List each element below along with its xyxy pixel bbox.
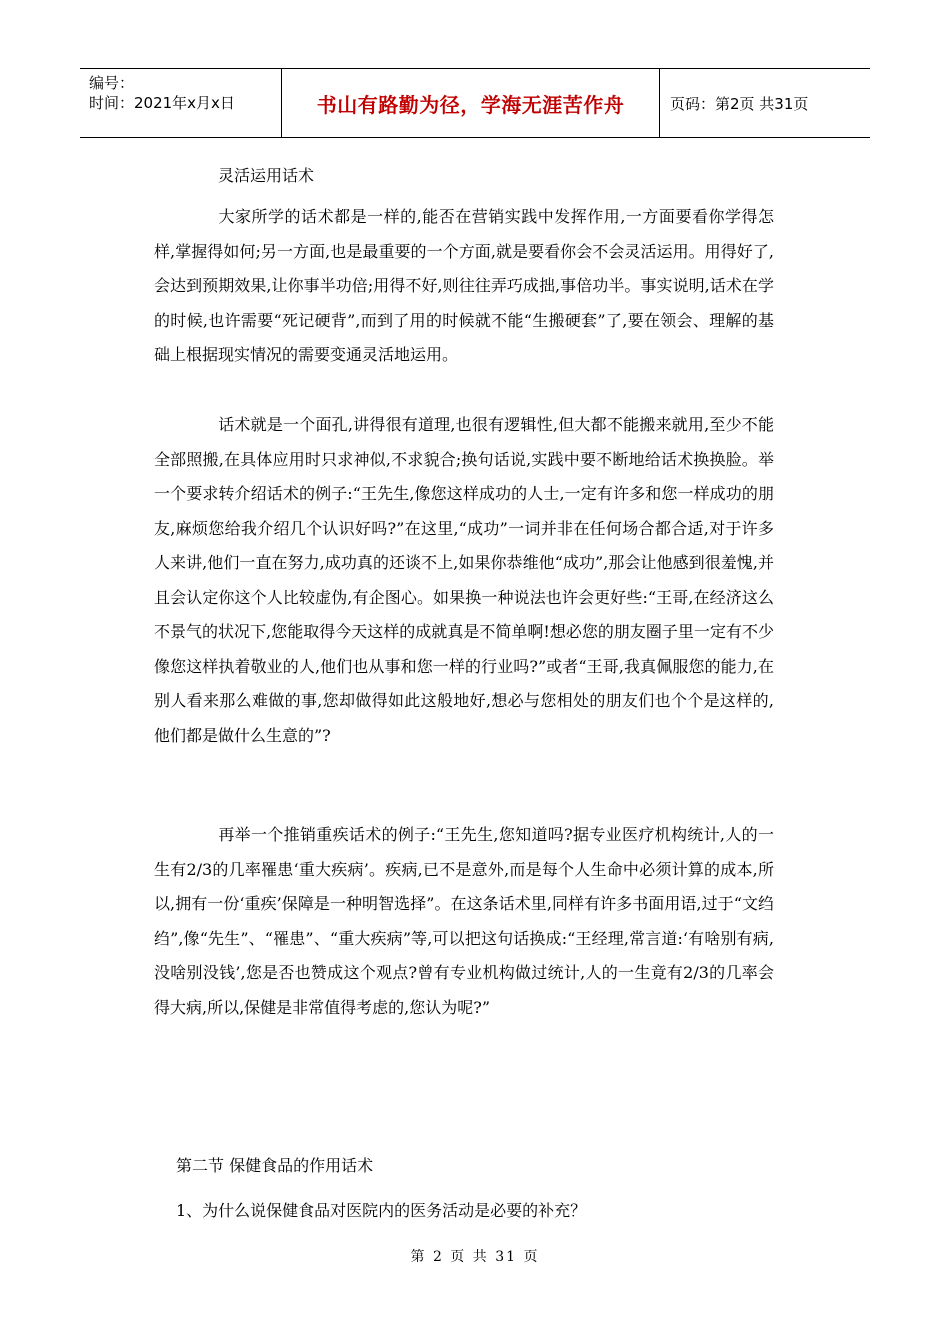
paragraph-3-text: 再举一个推销重疾话术的例子:“王先生,您知道吗?据专业医疗机构统计,人的一生有2/3的几率罹患‘重大疾病’。疾病,已不是意外,而是每个人生命中必须计算的成本,所以,拥有一份‘重疾’保障是一种明智选择”。在这条话术里,同样有许多书面用语,过于“文绉绉”,像“先生”、“罹患”、“重大疾病”等,可以把这句话换成:“王经理,常言道:‘有啥别有病,没啥别没钱’,您是否也赞成这个观点?曾有专业机构做过统计,人的一生竟有2/3的几率会得大病,所以,保健是非常值得考虑的,您认为呢?” xyxy=(154,825,774,1017)
section-title: 灵活运用话术 xyxy=(218,166,315,185)
motto: 书山有路勤为径，学海无涯苦作舟 xyxy=(282,69,660,137)
page-footer: 第 2 页 共 31 页 xyxy=(410,1249,540,1265)
header-meta-cell xyxy=(80,69,282,137)
paragraph-2 xyxy=(154,408,774,753)
time-label: 时间：2021年x月x日 xyxy=(89,94,235,112)
number-label: 编号： xyxy=(89,74,135,92)
paragraph-3 xyxy=(154,818,774,1025)
section2-title: 第二节 保健食品的作用话术 xyxy=(176,1156,374,1175)
question-1: 1、为什么说保健食品对医院内的医务活动是必要的补充？ xyxy=(176,1201,587,1220)
paragraph-1-text: 大家所学的话术都是一样的,能否在营销实践中发挥作用,一方面要看你学得怎样,掌握得如何;另一方面,也是最重要的一个方面,就是要看你会不会灵活运用。用得好了,会达到预期效果,让你事半功倍;用得不好,则往往弄巧成拙,事倍功半。事实说明,话术在学的时候,也许需要“死记硬背”,而到了用的时候就不能“生搬硬套”了,要在领会、理解的基础上根据现实情况的需要变通灵活地运用。 xyxy=(154,207,774,364)
paragraph-1 xyxy=(154,200,774,373)
page-info: 页码：第2页 共31页 xyxy=(670,94,809,113)
document-header xyxy=(80,68,870,138)
paragraph-2-text: 话术就是一个面孔,讲得很有道理,也很有逻辑性,但大都不能搬来就用,至少不能全部照搬,在具体应用时只求神似,不求貌合;换句话说,实践中要不断地给话术换换脸。举一个要求转介绍话术的例子:“王先生,像您这样成功的人士,一定有许多和您一样成功的朋友,麻烦您给我介绍几个认识好吗?”在这里,“成功”一词并非在任何场合都合适,对于许多人来讲,他们一直在努力,成功真的还谈不上,如果你恭维他“成功”,那会让他感到很羞愧,并且会认定你这个人比较虚伪,有企图心。如果换一种说法也许会更好些:“王哥,在经济这么不景气的状况下,您能取得今天这样的成就真是不简单啊!想必您的朋友圈子里一定有不少像您这样执着敬业的人,他们也从事和您一样的行业吗?”或者“王哥,我真佩服您的能力,在别人看来那么难做的事,您却做得如此这般地好,想必与您相处的朋友们也个个是这样的,他们都是做什么生意的”? xyxy=(154,415,774,745)
